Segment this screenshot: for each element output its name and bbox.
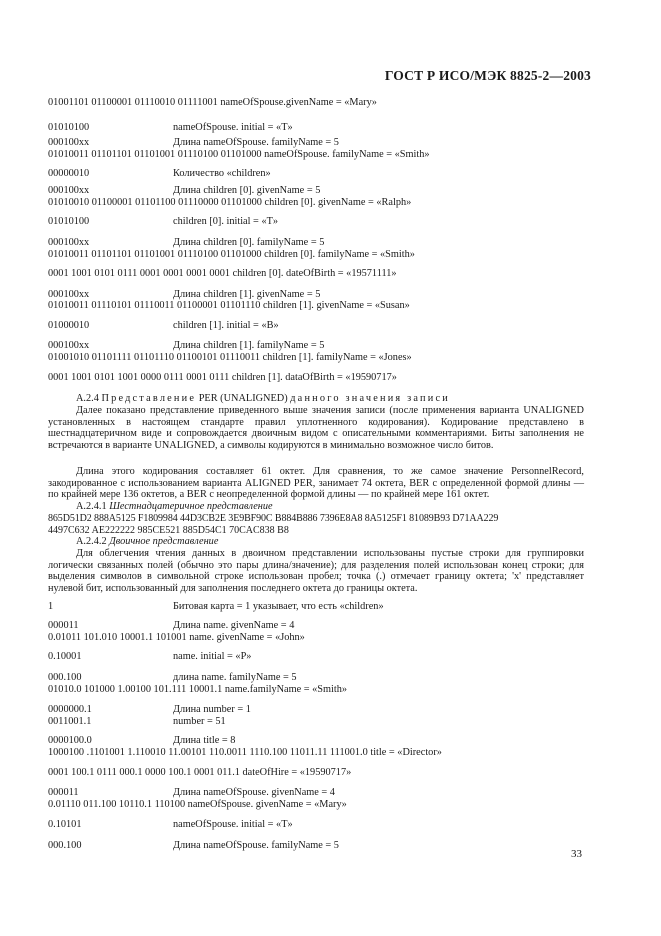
code-line: 0.10001 name. initial = «P» (48, 651, 252, 662)
paragraph: Для облегчения чтения данных в двоичном представлении использованы пустые строки для группировки логически связанных полей (обычно это пары длина/значение); для разделения полей использован конец строки; для выделения символов в символьной строке использован пробел; точка (.) отмечает границу октета; 'x' представляет нулевой бит, использованный для заполнения последнего октета до границы октета. (48, 548, 584, 594)
subsection-heading: А.2.4.2 Двоичное представление (76, 536, 219, 547)
code-line: 01010010 01100001 01101100 01110000 01101000 children [0]. givenName = «Ralph» (48, 197, 412, 208)
code-line: 000011 Длина nameOfSpouse. givenName = 4 (48, 787, 335, 798)
code-comment: Длина children [0]. givenName = 5 (173, 185, 321, 196)
document-header: ГОСТ Р ИСО/МЭК 8825-2—2003 (384, 68, 591, 83)
code-line: 01010100 children [0]. initial = «T» (48, 216, 279, 227)
code-line: 01010.0 101000 1.00100 101.111 10001.1 name.familyName = «Smith» (48, 684, 348, 695)
page-number: 33 (571, 848, 582, 860)
code-line: 1 Битовая карта = 1 указывает, что есть «children» (48, 601, 384, 612)
code-line: 00000010 Количество «children» (48, 168, 271, 179)
code-comment: Длина nameOfSpouse. familyName = 5 (173, 840, 339, 851)
code-line: 000.100 длина name. familyName = 5 (48, 672, 297, 683)
code-comment: Длина nameOfSpouse. familyName = 5 (173, 137, 339, 148)
code-comment: длина name. familyName = 5 (173, 672, 297, 683)
subsection-heading: А.2.4.1 Шестнадцатеричное представление (76, 501, 273, 512)
code-line: 01001101 01100001 01110010 01111001 nameOfSpouse.givenName = «Mary» (48, 97, 377, 108)
code-line: 000100xx Длина children [1]. givenName = 5 (48, 289, 321, 300)
code-line: 0000000.1 Длина number = 1 (48, 704, 251, 715)
code-line: 01010100 nameOfSpouse. initial = «T» (48, 122, 293, 133)
code-line: 01001010 01101111 01101110 01100101 01110011 children [1]. familyName = «Jones» (48, 352, 412, 363)
code-line: 000100xx Длина nameOfSpouse. familyName = 5 (48, 137, 339, 148)
code-comment: number = 51 (173, 716, 226, 727)
code-line: 01010011 01101101 01101001 01110100 01101000 nameOfSpouse. familyName = «Smith» (48, 149, 430, 160)
hex-line: 4497C632 AE222222 985CE521 885D54C1 70CAC838 B8 (48, 525, 289, 536)
code-line: 0.01110 011.100 10110.1 110100 nameOfSpouse. givenName = «Mary» (48, 799, 347, 810)
code-line: 000100xx Длина children [0]. familyName = 5 (48, 237, 325, 248)
code-line: 000011 Длина name. givenName = 4 (48, 620, 295, 631)
code-line: 01010011 01101101 01101001 01110100 01101000 children [0]. familyName = «Smith» (48, 249, 415, 260)
code-line: 0.01011 101.010 10001.1 101001 name. givenName = «John» (48, 632, 305, 643)
code-comment: children [0]. initial = «T» (173, 216, 279, 227)
code-comment: Длина children [1]. givenName = 5 (173, 289, 321, 300)
code-line: 0000100.0 Длина title = 8 (48, 735, 236, 746)
code-comment: Длина children [0]. familyName = 5 (173, 237, 325, 248)
code-line: 0001 1001 0101 1001 0000 0111 0001 0111 children [1]. dataOfBirth = «19590717» (48, 372, 397, 383)
code-line: 0001 1001 0101 0111 0001 0001 0001 0001 children [0]. dateOfBirth = «19571111» (48, 268, 397, 279)
code-line: 1000100 .1101001 1.110010 11.00101 110.0011 1110.100 11011.11 111001.0 title = «Director» (48, 747, 442, 758)
code-line: 0011001.1 number = 51 (48, 716, 226, 727)
code-line: 0.10101 nameOfSpouse. initial = «T» (48, 819, 293, 830)
code-comment: Длина number = 1 (173, 704, 251, 715)
code-line: 01010011 01110101 01110011 01100001 01101110 children [1]. givenName = «Susan» (48, 300, 410, 311)
code-comment: nameOfSpouse. initial = «T» (173, 819, 293, 830)
code-line: 000.100 Длина nameOfSpouse. familyName = 5 (48, 840, 339, 851)
code-line: 01000010 children [1]. initial = «B» (48, 320, 279, 331)
code-comment: Длина name. givenName = 4 (173, 620, 295, 631)
code-comment: Длина title = 8 (173, 735, 236, 746)
code-line: 0001 100.1 0111 000.1 0000 100.1 0001 011.1 dateOfHire = «19590717» (48, 767, 352, 778)
code-comment: name. initial = «P» (173, 651, 252, 662)
code-comment: Длина nameOfSpouse. givenName = 4 (173, 787, 335, 798)
code-line: 000100xx Длина children [0]. givenName = 5 (48, 185, 321, 196)
code-comment: children [1]. initial = «B» (173, 320, 279, 331)
code-comment: Битовая карта = 1 указывает, что есть «children» (173, 601, 384, 612)
code-line: 000100xx Длина children [1]. familyName = 5 (48, 340, 325, 351)
paragraph: Далее показано представление приведенного выше значения записи (после применения варианта UNALIGNED установленных в настоящем стандарте правил уплотненного кодирования). Кодирование представлено в шестнадцатеричном виде и сопровождается двоичным видом с описательными комментариями. Биты заполнения не встречаются в варианте UNALIGNED, а символы кодируются в минимально возможное число битов. (48, 405, 584, 451)
hex-line: 865D51D2 888A5125 F1809984 44D3CB2E 3E9BF90C B884B886 7396E8A8 8A5125F1 81089B93 D71AA229 (48, 513, 499, 524)
code-comment: nameOfSpouse. initial = «T» (173, 122, 293, 133)
code-comment: Количество «children» (173, 168, 271, 179)
paragraph: Длина этого кодирования составляет 61 октет. Для сравнения, то же самое значение PersonnelRecord, закодированное с использованием варианта ALIGNED PER, занимает 74 октета, BER с определенной формой длины — по крайней мере 136 октетов, а BER с неопределенной формой длины — по крайней мере 161 октет. (48, 466, 584, 501)
code-comment: Длина children [1]. familyName = 5 (173, 340, 325, 351)
section-heading: А.2.4 Представление PER (UNALIGNED) данного значения записи (76, 393, 450, 404)
